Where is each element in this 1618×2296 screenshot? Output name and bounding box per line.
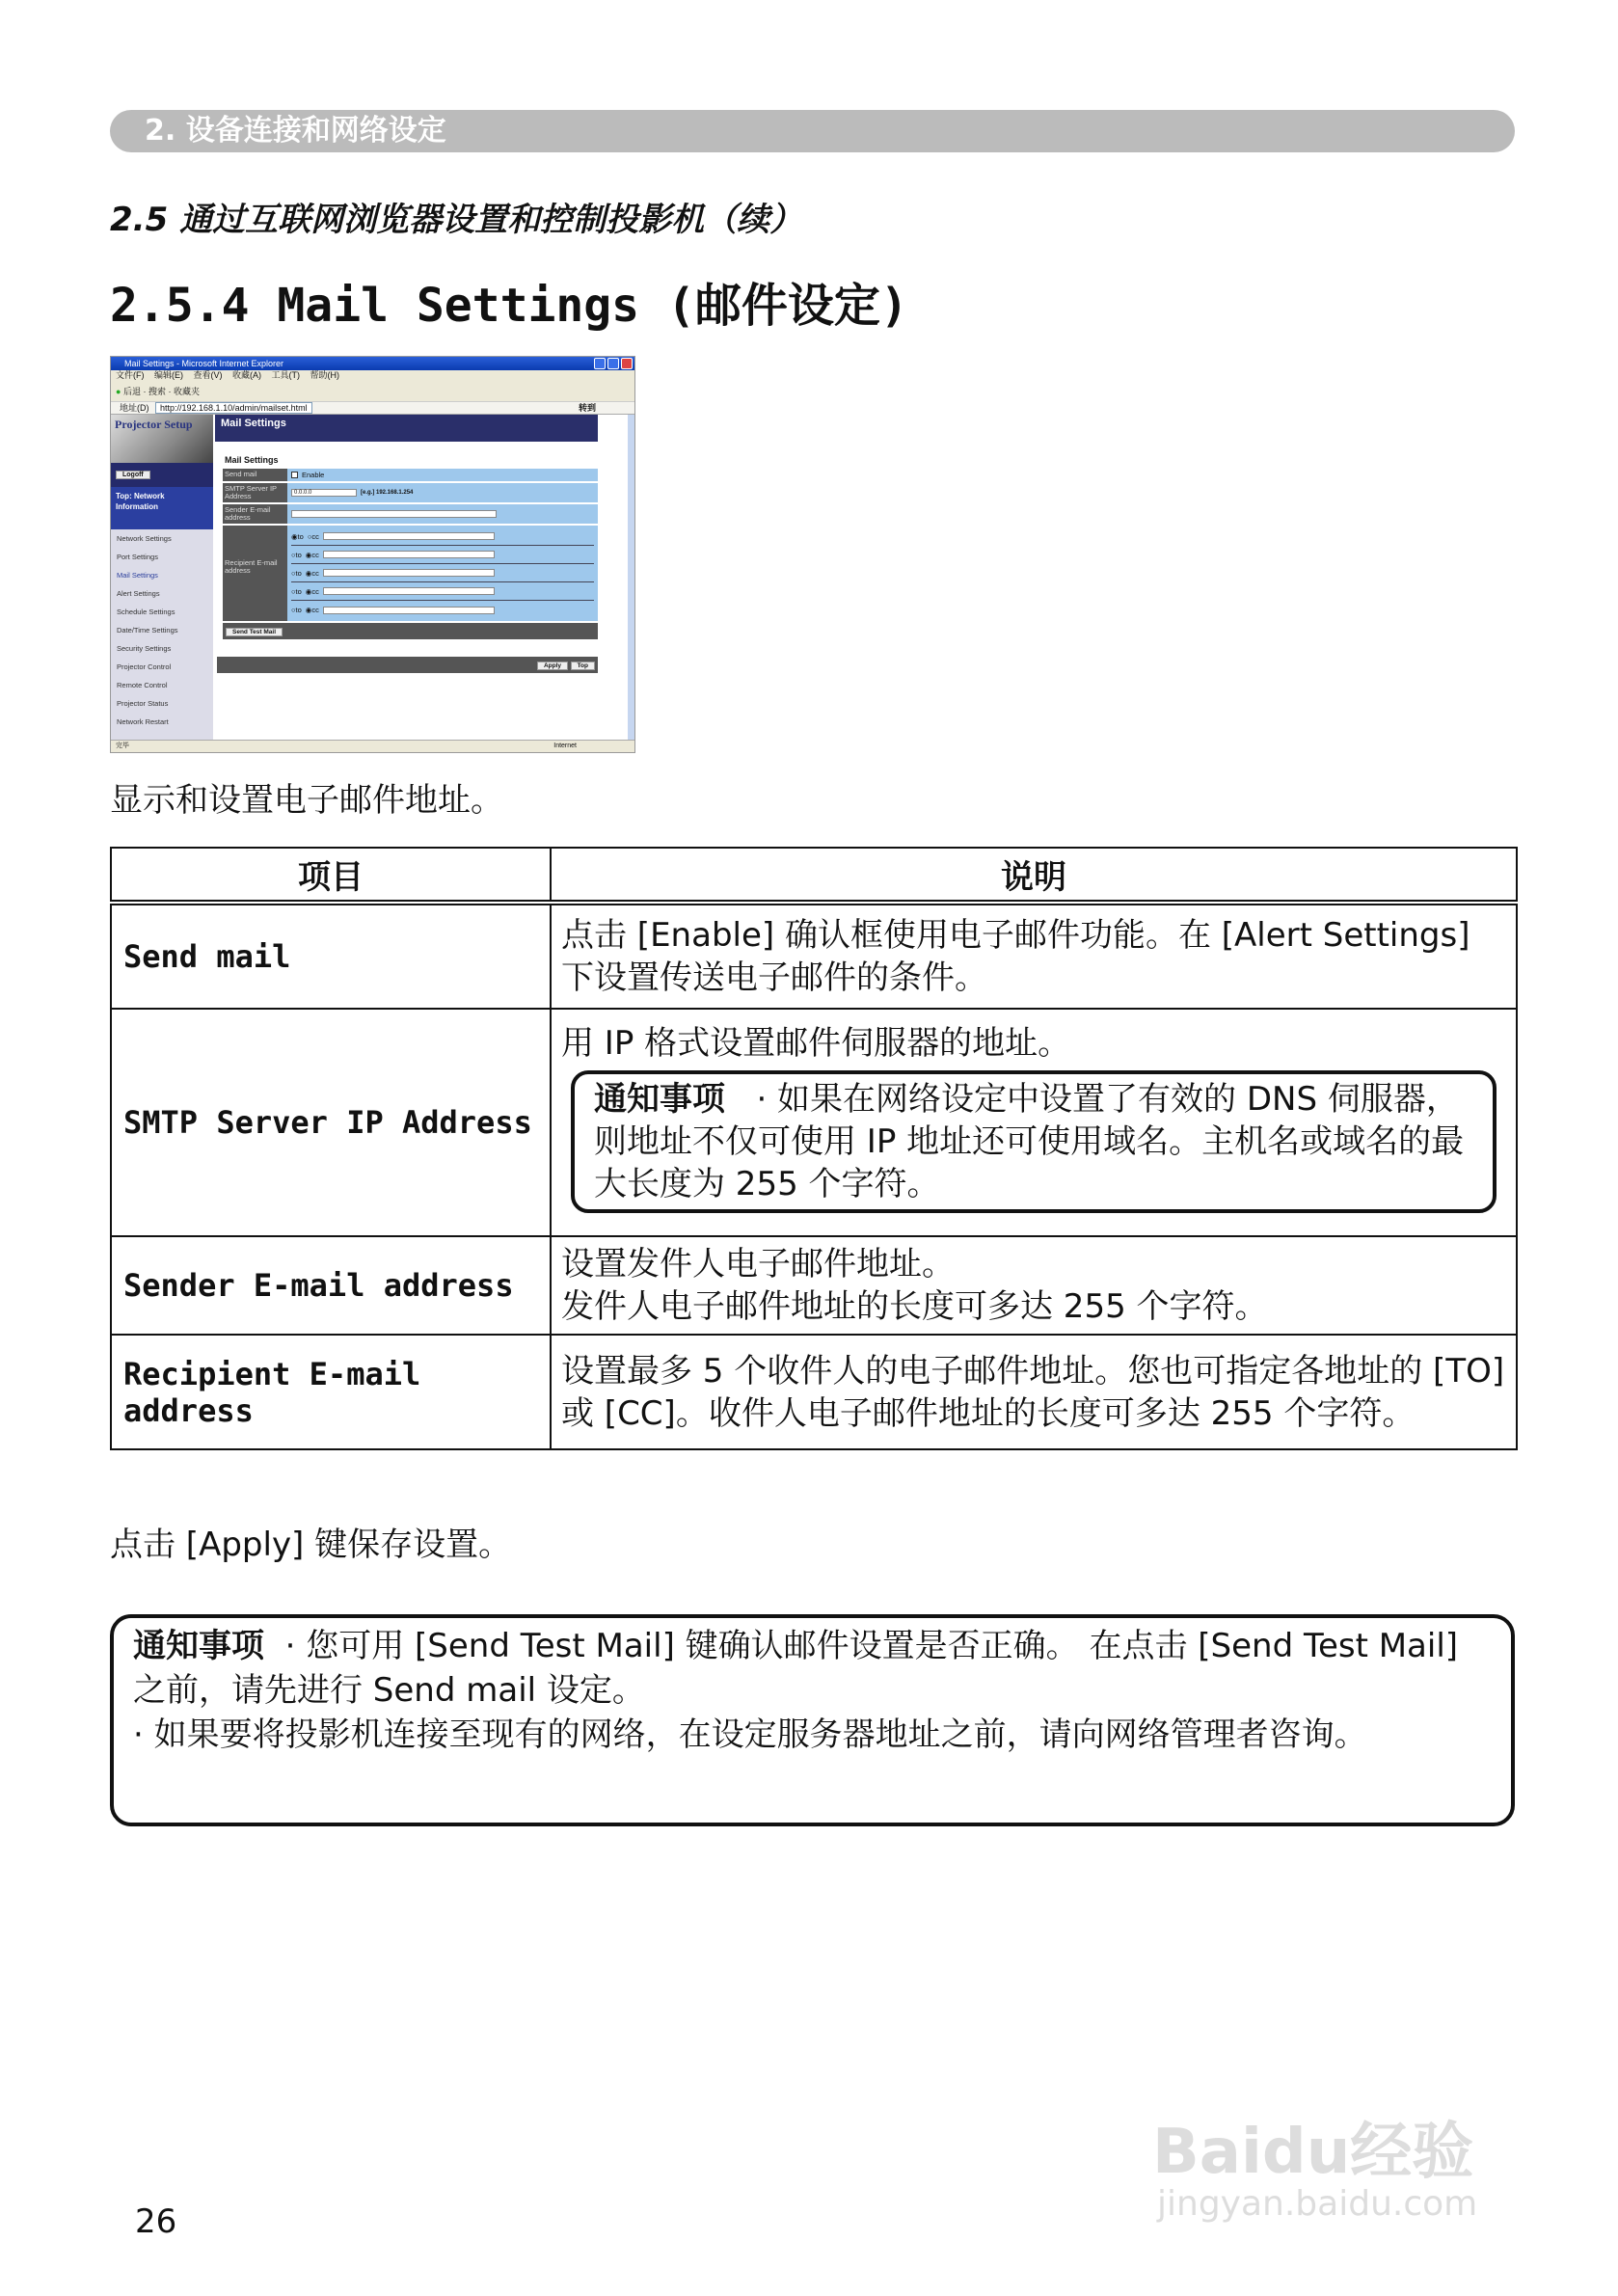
window-title: Mail Settings - Microsoft Internet Explorer (124, 359, 284, 368)
item-cell: Sender E-mail address (111, 1236, 551, 1335)
minimize-icon[interactable] (594, 358, 606, 369)
item-cell: SMTP Server IP Address (111, 1009, 551, 1236)
recipient-input[interactable] (323, 607, 495, 614)
apply-instruction: 点击 [Apply] 键保存设置。 (110, 1526, 512, 1564)
recipient-row (291, 546, 594, 564)
close-icon[interactable] (621, 358, 633, 369)
content-header: Mail Settings (215, 415, 598, 442)
url-input[interactable]: http://192.168.1.10/admin/mailset.html (155, 402, 312, 414)
nav-mail-settings[interactable]: Mail Settings (117, 571, 158, 580)
smtp-input[interactable]: 0.0.0.0 (291, 489, 357, 497)
top-button[interactable]: Top (571, 662, 595, 670)
toolbar-labels: 后退 · 搜索 · 收藏夹 (122, 387, 200, 396)
section-title: 2.5 通过互联网浏览器设置和控制投影机（续） (110, 201, 803, 239)
to-radio[interactable]: ○to (291, 606, 302, 614)
nav-security-settings[interactable]: Security Settings (117, 644, 172, 653)
recipient-label: Recipient E-mail address (223, 526, 287, 621)
chapter-title: 2. 设备连接和网络设定 (145, 114, 446, 148)
nav-network-restart[interactable]: Network Restart (117, 717, 169, 726)
to-radio[interactable]: ○to (291, 568, 302, 578)
notice-label: 通知事项 (594, 1080, 725, 1119)
desc-cell: 设置发件人电子邮件地址。 (561, 1245, 955, 1283)
sender-input[interactable] (291, 510, 497, 518)
notice-box (110, 1614, 1515, 1826)
sidebar (111, 415, 213, 740)
maximize-icon[interactable] (607, 358, 619, 369)
apply-button[interactable]: Apply (537, 662, 568, 670)
notice-text: · 如果在网络设定中设置了有效的 DNS 伺服器，则地址不仅可使用 IP 地址还可使用域名。主机名或域名的最大长度为 255 个字符。 (594, 1080, 1465, 1203)
notice-label: 通知事项 (133, 1627, 264, 1665)
table-row (111, 903, 1517, 1009)
nav-schedule-settings[interactable]: Schedule Settings (117, 608, 175, 616)
zone-text: Internet (553, 743, 577, 749)
desc-cell: 点击 [Enable] 确认框使用电子邮件功能。在 [Alert Settings] 下设置传送电子邮件的条件。 (551, 903, 1517, 1009)
nav-remote-control[interactable]: Remote Control (117, 681, 168, 689)
nav-date-time-settings[interactable]: Date/Time Settings (117, 626, 178, 635)
recipient-input[interactable] (323, 587, 495, 595)
logo: Projector Setup (111, 415, 213, 463)
page-number: 26 (135, 2202, 177, 2241)
recipient-row (291, 564, 594, 582)
status-text: 完毕 (116, 743, 129, 749)
enable-label: Enable (302, 471, 325, 479)
back-icon[interactable]: ● (116, 387, 121, 396)
caption: 显示和设置电子邮件地址。 (110, 781, 503, 820)
table-row (111, 1236, 1517, 1335)
cc-radio[interactable]: ○cc (307, 531, 319, 541)
send-test-mail-button[interactable]: Send Test Mail (226, 628, 283, 636)
form-title: Mail Settings (225, 455, 279, 465)
notice-line-1: · 您可用 [Send Test Mail] 键确认邮件设置是否正确。 在点击 [Send Test Mail] 之前，请先进行 Send mail 设定。 (133, 1627, 1459, 1710)
cc-radio[interactable]: ◉cc (305, 606, 319, 614)
recipient-input[interactable] (323, 569, 495, 577)
watermark-logo: Baidu经验 (1152, 2117, 1474, 2188)
menu-bar[interactable]: 文件(F) 编辑(E) 查看(V) 收藏(A) 工具(T) 帮助(H) (116, 370, 339, 380)
cc-radio[interactable]: ◉cc (305, 550, 319, 559)
watermark-url: jingyan.baidu.com (1157, 2184, 1478, 2224)
desc-cell: 用 IP 格式设置邮件伺服器的地址。 (561, 1024, 1071, 1063)
item-cell: Recipient E-mail address (111, 1335, 551, 1449)
logoff-button[interactable]: Logoff (116, 471, 150, 479)
to-radio[interactable]: ○to (291, 586, 302, 596)
notice-line-2: · 如果要将投影机连接至现有的网络，在设定服务器地址之前，请向网络管理者咨询。 (133, 1715, 1367, 1754)
go-button[interactable]: 转到 (578, 403, 596, 413)
nav-alert-settings[interactable]: Alert Settings (117, 589, 160, 598)
chapter-band (110, 110, 1515, 152)
nav-port-settings[interactable]: Port Settings (117, 553, 158, 561)
sender-label: Sender E-mail address (223, 504, 287, 524)
table-row (111, 1009, 1517, 1236)
address-label: 地址(D) (120, 403, 149, 413)
settings-table (110, 847, 1518, 1450)
nav-network-settings[interactable]: Network Settings (117, 534, 172, 543)
desc-cell-2: 发件人电子邮件地址的长度可多达 255 个字符。 (561, 1287, 1268, 1326)
recipient-row (291, 601, 594, 619)
top-network-info-link[interactable]: Top: Network Information (111, 487, 213, 529)
window-titlebar (111, 357, 634, 370)
page-title: 2.5.4 Mail Settings (邮件设定) (110, 279, 908, 333)
table-row (111, 1335, 1517, 1449)
mail-form (223, 469, 598, 621)
send-mail-label: Send mail (223, 469, 287, 481)
cc-radio[interactable]: ◉cc (305, 586, 319, 596)
column-header-description: 说明 (551, 848, 1517, 903)
to-radio[interactable]: ○to (291, 550, 302, 559)
nav-projector-control[interactable]: Projector Control (117, 662, 172, 671)
browser-screenshot (110, 356, 635, 753)
address-bar (111, 402, 634, 415)
column-header-item: 项目 (111, 848, 551, 903)
item-cell: Send mail (111, 903, 551, 1009)
scrollbar[interactable] (628, 415, 634, 740)
notice-box (571, 1070, 1497, 1213)
desc-cell: 设置最多 5 个收件人的电子邮件地址。您也可指定各地址的 [TO] 或 [CC]。收件人电子邮件地址的长度可多达 255 个字符。 (551, 1335, 1517, 1449)
smtp-example: [e.g.] 192.168.1.254 (361, 490, 414, 496)
recipient-input[interactable] (323, 551, 495, 558)
recipient-row (291, 582, 594, 601)
toolbar[interactable] (111, 381, 634, 402)
recipient-input[interactable] (323, 532, 495, 540)
nav-projector-status[interactable]: Projector Status (117, 699, 169, 708)
to-radio[interactable]: ◉to (291, 531, 304, 541)
smtp-label: SMTP Server IP Address (223, 483, 287, 502)
status-bar (111, 740, 634, 750)
cc-radio[interactable]: ◉cc (305, 568, 319, 578)
enable-checkbox[interactable] (291, 472, 298, 478)
recipient-row (291, 527, 594, 546)
